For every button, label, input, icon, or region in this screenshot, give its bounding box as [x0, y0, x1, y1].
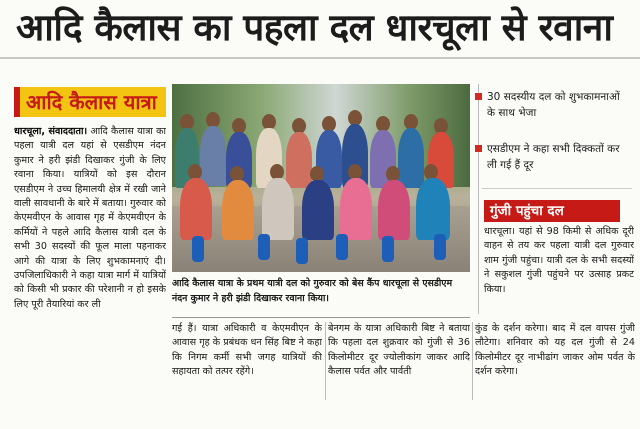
column-divider — [325, 322, 326, 400]
article-column-3: बेनगम के यात्रा अधिकारी बिष्ट ने बताया कि पहला दल शुक्रवार को गुंजी से 36 किलोमीटर दूर ज्योलीकांग जाकर आदि कैलास पर्वत और पार्वती — [328, 323, 470, 378]
article-body-1: आदि कैलास यात्रा का पहला यात्री दल यहां से एसडीएम नंदन कुमार ने हरी झंडी दिखाकर गुंजी के लिए रवाना किया। यात्रियों को इस दौरान एसडीएम ने उच्च हिमालयी क्षेत्र में रखी जाने वाली सावधानी के बारे में बताया। गुरुवार को केएमवीएन के आवास गृह में केएमवीएन के कर्मियों ने पहले आदि कैलास यात्री दल के सभी 30 सदस्यों की फूल माला पहनाकर आगे की यात्रा के लिए शुभकामनाएं दी। उपजिलाधिकारी ने कहा यात्रा मार्ग में यात्रियों को किसी भी प्रकार की परेशानी न हो इसके लिए पूरी तैयारियां कर ली — [14, 126, 166, 310]
top-divider — [0, 57, 640, 59]
highlight-bullet-1 — [487, 89, 627, 129]
sidebar-article: धारचूला। यहां से 98 किमी से अधिक दूरी वाहन से तय कर पहला यात्री दल गुरुवार शाम गुंजी पहुंचा। यात्री दल के सभी सदस्यों ने सकुशल गुंजी पहुंचने पर उत्साह प्रकट किया। — [484, 226, 634, 295]
bullet-square-icon — [475, 145, 482, 152]
article-column-1 — [14, 125, 166, 429]
dateline: धारचूला, संवाददाता। — [14, 126, 88, 137]
group-photo — [172, 84, 470, 272]
sidebar-divider — [478, 84, 479, 314]
bullet-square-icon — [475, 93, 482, 100]
section-kicker: आदि कैलास यात्रा — [14, 87, 166, 117]
caption-divider — [172, 317, 470, 318]
sidebar-separator — [482, 188, 632, 189]
column-divider — [472, 322, 473, 400]
highlight-bullet-2 — [487, 141, 627, 181]
article-column-4: कुंड के दर्शन करेगा। बाद में दल वापस गुंजी लौटेगा। शनिवार को यह दल गुंजी से 24 किलोमीटर दूर नाभीढांग जाकर ओम पर्वत के दर्शन करेगा। — [475, 323, 635, 378]
headline: आदि कैलास का पहला दल धारचूला से रवाना — [16, 5, 613, 49]
photo-caption: आदि कैलास यात्रा के प्रथम यात्री दल को गुरुवार को बेस कैंप धारचूला से एसडीएम नंदन कुमार ने हरी झंडी दिखाकर रवाना किया। — [172, 278, 453, 304]
bullet-text-2: एसडीएम ने कहा सभी दिक्कतों कर ली गई हैं दूर — [487, 143, 620, 171]
article-column-2: गई हैं। यात्रा अधिकारी व केएमवीएन के आवास गृह के प्रबंधक धन सिंह बिष्ट ने कहा कि निगम कर्मी सभी जगह यात्रियों की सहायता को तत्पर रहेंगे। — [172, 323, 322, 378]
subheading: गुंजी पहुंचा दल — [484, 200, 620, 222]
bullet-text-1: 30 सदस्यीय दल को शुभकामनाओं के साथ भेजा — [487, 91, 620, 119]
